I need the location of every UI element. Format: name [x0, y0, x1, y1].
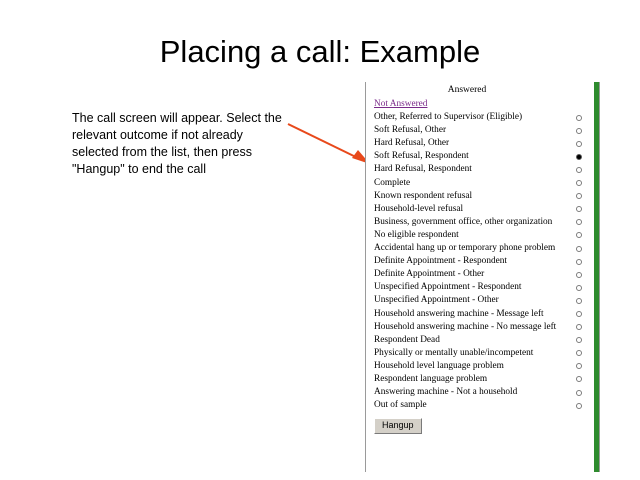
page-title: Placing a call: Example — [159, 34, 481, 69]
outcome-option-label: Definite Appointment - Respondent — [374, 256, 507, 267]
outcome-radio[interactable] — [576, 350, 582, 356]
outcome-option-label: Soft Refusal, Respondent — [374, 151, 469, 162]
outcome-option-label: Answering machine - Not a household — [374, 387, 518, 398]
outcome-option[interactable] — [366, 98, 594, 111]
accent-strip — [594, 82, 599, 472]
outcome-option[interactable] — [366, 229, 594, 242]
outcome-option-label: Hard Refusal, Respondent — [374, 164, 472, 175]
outcome-option[interactable] — [366, 137, 594, 150]
outcome-option-label: Household level language problem — [374, 360, 504, 371]
outcome-option[interactable] — [366, 150, 594, 163]
outcome-option[interactable] — [366, 281, 594, 294]
outcome-option-label: Other, Referred to Supervisor (Eligible) — [374, 112, 523, 123]
outcome-option-label: Respondent Dead — [374, 334, 440, 345]
outcome-option-label: Household answering machine - Message left — [374, 308, 544, 319]
outcome-radio[interactable] — [576, 285, 582, 291]
outcome-option[interactable] — [366, 334, 594, 347]
outcome-option[interactable] — [366, 177, 594, 190]
outcome-option-label: No eligible respondent — [374, 229, 459, 240]
outcome-option-label: Out of sample — [374, 400, 427, 411]
outcome-option-label: Unspecified Appointment - Respondent — [374, 282, 522, 293]
call-screen-screenshot — [365, 82, 600, 472]
outcome-option-label: Household answering machine - No message left — [374, 321, 557, 332]
outcome-option-label: Respondent language problem — [374, 373, 488, 384]
outcome-option[interactable] — [366, 360, 594, 373]
outcome-option-label: Known respondent refusal — [374, 190, 473, 201]
outcome-radio[interactable] — [576, 298, 582, 304]
outcome-option[interactable] — [366, 111, 594, 124]
outcome-option[interactable] — [366, 347, 594, 360]
outcome-radio[interactable] — [576, 141, 582, 147]
call-screen-inner — [366, 82, 594, 472]
column-header: Answered — [447, 85, 487, 95]
outcome-option[interactable] — [366, 203, 594, 216]
outcome-radio[interactable] — [576, 180, 582, 186]
outcome-option-label: Unspecified Appointment - Other — [374, 295, 499, 306]
outcome-option[interactable] — [366, 321, 594, 334]
outcome-option-label: Hard Refusal, Other — [374, 138, 450, 149]
outcome-radio[interactable] — [576, 154, 582, 160]
outcome-option-label: Physically or mentally unable/incompetent — [374, 347, 534, 358]
outcome-option[interactable] — [366, 308, 594, 321]
outcome-option[interactable] — [366, 373, 594, 386]
outcome-option-label: Definite Appointment - Other — [374, 269, 485, 280]
hangup-button[interactable]: Hangup — [374, 418, 422, 434]
outcome-radio[interactable] — [576, 403, 582, 409]
outcome-radio[interactable] — [576, 259, 582, 265]
outcome-radio[interactable] — [576, 115, 582, 121]
outcome-option-list[interactable] — [366, 98, 594, 412]
outcome-radio[interactable] — [576, 363, 582, 369]
outcome-option-label: Accidental hang up or temporary phone problem — [374, 243, 556, 254]
outcome-option[interactable] — [366, 399, 594, 412]
outcome-option[interactable] — [366, 216, 594, 229]
outcome-radio[interactable] — [576, 376, 582, 382]
outcome-option[interactable] — [366, 163, 594, 176]
outcome-radio[interactable] — [576, 272, 582, 278]
outcome-radio[interactable] — [576, 128, 582, 134]
outcome-option[interactable] — [366, 386, 594, 399]
outcome-option-label: Household-level refusal — [374, 203, 464, 214]
outcome-option-label: Business, government office, other organization — [374, 216, 553, 227]
arrow-annotation — [286, 120, 376, 170]
outcome-option-label: Complete — [374, 177, 411, 188]
outcome-radio[interactable] — [576, 219, 582, 225]
outcome-option[interactable] — [366, 190, 594, 203]
outcome-radio[interactable] — [576, 167, 582, 173]
callout-text: The call screen will appear. Select the relevant outcome if not already selected from the list, then press "Hangup" to end the call — [72, 111, 282, 176]
outcome-option-label: Soft Refusal, Other — [374, 125, 447, 136]
outcome-option[interactable] — [366, 294, 594, 307]
outcome-radio[interactable] — [576, 246, 582, 252]
outcome-radio[interactable] — [576, 206, 582, 212]
outcome-option[interactable] — [366, 255, 594, 268]
outcome-option-label: Not Answered — [374, 99, 428, 109]
outcome-option[interactable] — [366, 124, 594, 137]
hangup-button-wrap — [366, 412, 594, 434]
outcome-radio[interactable] — [576, 311, 582, 317]
outcome-radio[interactable] — [576, 193, 582, 199]
outcome-radio[interactable] — [576, 324, 582, 330]
outcome-option[interactable] — [366, 268, 594, 281]
outcome-radio[interactable] — [576, 337, 582, 343]
outcome-option[interactable] — [366, 242, 594, 255]
outcome-radio[interactable] — [576, 232, 582, 238]
outcome-radio[interactable] — [576, 390, 582, 396]
